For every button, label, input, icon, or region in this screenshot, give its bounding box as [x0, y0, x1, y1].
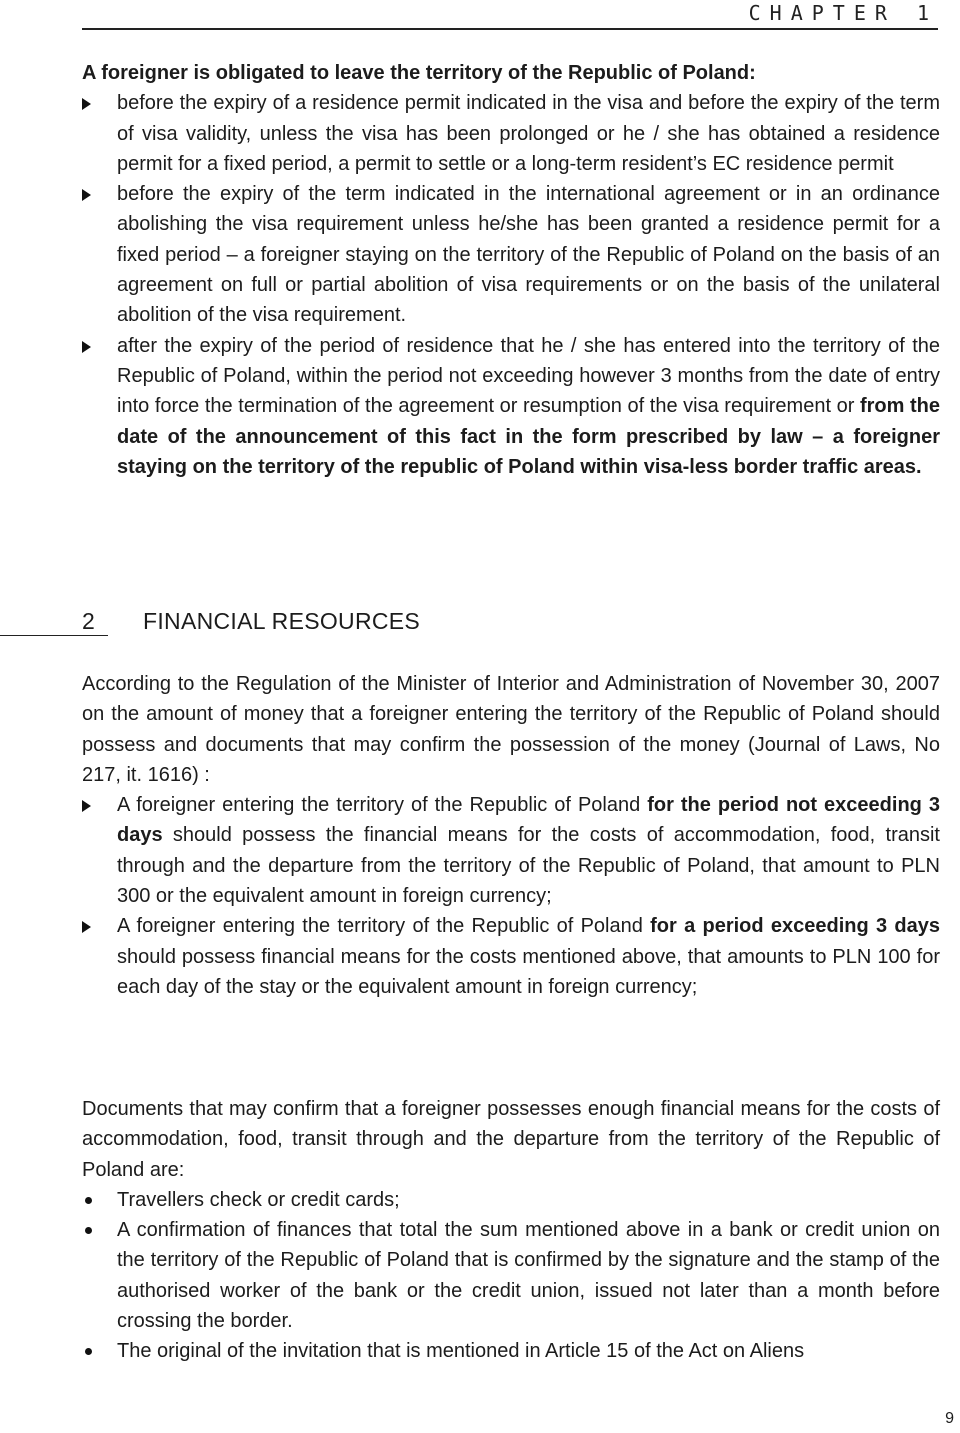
list-item: [82, 790, 940, 911]
item-text: should possess financial means for the costs mentioned above, that amounts to PLN 100 for each day of the stay or the equivalent amount in foreign currency;: [117, 945, 940, 998]
item-text: A foreigner entering the territory of the Republic of Poland: [117, 915, 651, 938]
triangle-bullet-icon: [82, 98, 91, 110]
list-item: [82, 911, 940, 1002]
regulation-list: [82, 790, 940, 1002]
item-text: Travellers check or credit cards;: [117, 1188, 400, 1211]
item-bold-text: from the date of the announcement of this fact in the form prescribed by law – a foreigner staying on the territory of the republic of Poland within visa-less border traffic areas.: [117, 395, 941, 478]
triangle-bullet-icon: [82, 189, 91, 201]
list-item: [82, 1336, 940, 1366]
page-number: 9: [945, 1410, 954, 1427]
item-text: A confirmation of finances that total the sum mentioned above in a bank or credit union on the territory of the Republic of Poland that is confirmed by the signature and the stamp of the authorised worker of the bank or the credit union, issued not later than a month before crossing the border.: [117, 1219, 940, 1333]
obligation-section: [82, 58, 940, 482]
regulation-section: [82, 669, 940, 1002]
item-text: after the expiry of the period of residence that he / she has entered into the territory of the Republic of Poland, within the period not exceeding however 3 months from the date of entry into force the termination of the agreement or resumption of the visa requirement or: [117, 334, 940, 418]
item-text: The original of the invitation that is mentioned in Article 15 of the Act on Aliens: [117, 1340, 805, 1363]
item-text: A foreigner entering the territory of the Republic of Poland: [117, 794, 648, 817]
documents-section: [82, 1094, 940, 1367]
item-text: before the expiry of a residence permit indicated in the visa and before the expiry of the term of visa validity, unless the visa has been prolonged or he / she has obtained a residence permit for a fixed period, a permit to settle or a long-term resident’s EC residence permit: [117, 92, 940, 175]
triangle-bullet-icon: [82, 800, 91, 812]
section-number: 2: [82, 608, 95, 634]
obligation-lead: A foreigner is obligated to leave the territory of the Republic of Poland:: [82, 62, 756, 84]
list-item: [82, 1185, 940, 1215]
triangle-bullet-icon: [82, 341, 91, 353]
triangle-bullet-icon: [82, 921, 91, 933]
list-item: [82, 331, 940, 482]
round-bullet-icon: [85, 1197, 92, 1204]
section-title: FINANCIAL RESOURCES: [143, 608, 421, 634]
list-item: [82, 88, 940, 179]
obligation-list: [82, 88, 940, 482]
chapter-title: CHAPTER 1: [748, 1, 938, 25]
item-text: before the expiry of the term indicated in the international agreement or in an ordinance abolishing the visa requirement unless he/she has been granted a residence permit for a fixed period – a foreigner staying on the territory of the Republic of Poland on the basis of an agreement on full or partial abolition of visa requirements or on the basis of the unilateral abolition of the visa requirement.: [117, 183, 940, 327]
round-bullet-icon: [85, 1348, 92, 1355]
round-bullet-icon: [85, 1227, 92, 1234]
item-bold-text: for a period exceeding 3 days: [650, 915, 940, 938]
item-bold-text: for the period not exceeding 3 days: [117, 794, 940, 847]
item-text: should possess the financial means for the costs of accommodation, food, transit through and the departure from the territory of the Republic of Poland, that amount to PLN 300 or the equivalent amount in foreign currency;: [117, 824, 940, 908]
documents-intro: Documents that may confirm that a foreigner possesses enough financial means for the costs of accommodation, food, transit through and the departure from the territory of the Republic of Poland are:: [82, 1098, 940, 1181]
chapter-header: [82, 0, 938, 30]
list-item: [82, 179, 940, 330]
documents-list: [82, 1185, 940, 1367]
regulation-intro: According to the Regulation of the Minister of Interior and Administration of November 30, 2007 on the amount of money that a foreigner entering the territory of the Republic of Poland should possess and documents that may confirm the possession of the money (Journal of Laws, No 217, it. 1616) :: [82, 673, 940, 786]
list-item: [82, 1215, 940, 1336]
